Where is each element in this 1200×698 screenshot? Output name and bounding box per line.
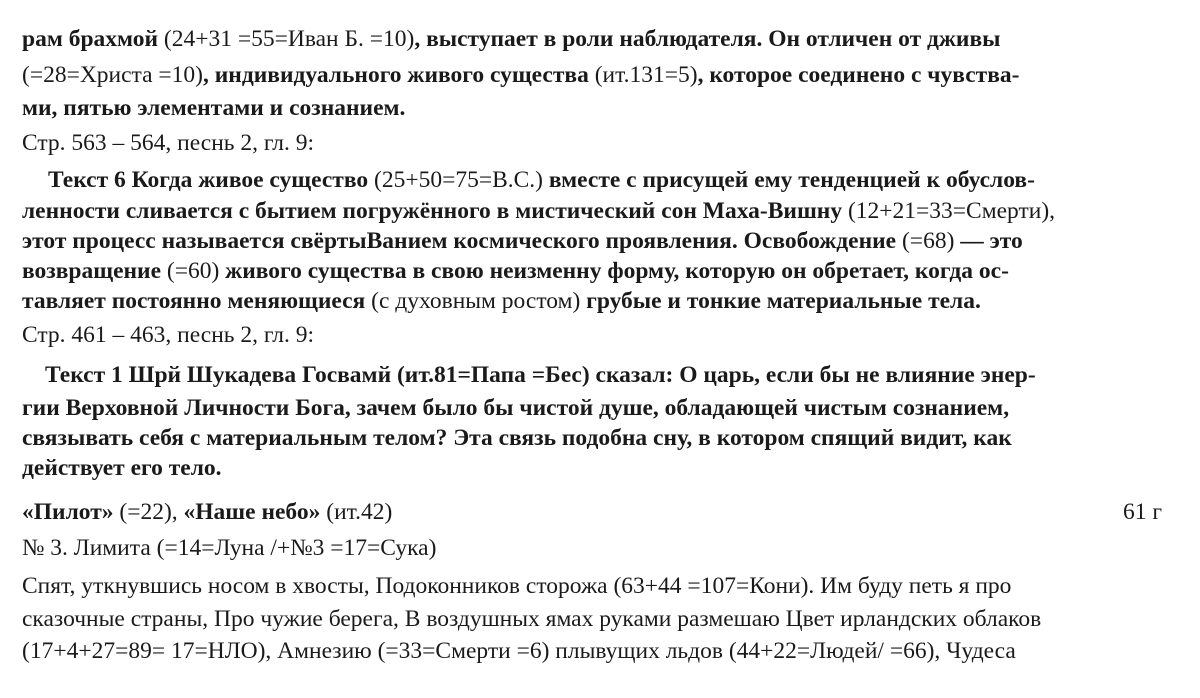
section-heading	[22, 497, 392, 527]
p2-line-3	[22, 226, 1023, 256]
p1-line-1	[22, 24, 1001, 54]
p2-line-4	[22, 256, 1009, 286]
bold-text: грубые и тонкие материальные тела.	[586, 288, 981, 314]
p3-line-2: гии Верховной Личности Бога, зачем было бы чистой душе, обладающей чистым сознанием,	[22, 395, 1010, 421]
bold-text: «Наше небо»	[183, 499, 321, 525]
regular-text: (ит.131=5)	[588, 62, 698, 88]
p1-line-2	[22, 60, 1019, 90]
page-number: 61 г	[1123, 499, 1163, 525]
p1-line-3: ми, пятью элементами и сознанием.	[22, 95, 406, 121]
item-line: № 3. Лимита (=14=Луна /+№3 =17=Сука)	[22, 535, 437, 561]
p4-line-1: Спят, уткнувшись носом в хвосты, Подоконников сторожа (63+44 =107=Кони). Им буду петь я про	[22, 573, 1012, 599]
bold-text: возвращение	[22, 258, 162, 284]
bold-text: Текст 6 Когда живое существо	[48, 167, 369, 193]
bold-text: , выступает в роли наблюдателя. Он отличен от дживы	[414, 26, 1001, 52]
regular-text: (12+21=33=Смерти),	[842, 198, 1056, 224]
bold-text: , которое соединено с чувства-	[697, 62, 1020, 88]
reference-1: Стр. 563 – 564, песнь 2, гл. 9:	[22, 130, 315, 156]
p4-line-3: (17+4+27=89= 17=НЛО), Амнезию (=33=Смерти =6) плывущих льдов (44+22=Людей/ =66), Чудеса	[22, 638, 1016, 664]
regular-text: (с духовным ростом)	[365, 288, 587, 314]
regular-text: (ит.42)	[320, 499, 393, 525]
p3-line-1: Текст 1 Шрй Шукадева Госвамй (ит.81=Папа =Бес) сказал: О царь, если бы не влияние энер-	[45, 362, 1036, 388]
bold-text: «Пилот»	[22, 499, 114, 525]
bold-text: этот процесс называется свёртыВанием космического проявления. Освобождение	[22, 228, 897, 254]
regular-text: (25+50=75=В.С.)	[368, 167, 549, 193]
p2-line-5	[22, 286, 981, 316]
p4-line-2: сказочные страны, Про чужие берега, В воздушных ямах руками размешаю Цвет ирландских облаков	[22, 606, 1042, 632]
regular-text: (=60)	[161, 258, 226, 284]
bold-text: рам брахмой	[22, 26, 159, 52]
regular-text: (=68)	[896, 228, 961, 254]
p3-line-4: действует его тело.	[22, 455, 222, 481]
reference-2: Стр. 461 – 463, песнь 2, гл. 9:	[22, 322, 315, 348]
regular-text: (=28=Христа =10)	[22, 62, 204, 88]
regular-text: (24+31 =55=Иван Б. =10)	[158, 26, 415, 52]
p2-line-1	[48, 165, 1035, 195]
bold-text: — это	[960, 228, 1023, 254]
p3-line-3: связывать себя с материальным телом? Эта связь подобна сну, в котором спящий видит, как	[22, 425, 1012, 451]
p2-line-2	[22, 196, 1055, 226]
bold-text: живого существа в свою неизменну форму, которую он обретает, когда ос-	[225, 258, 1009, 284]
bold-text: тавляет постоянно меняющиеся	[22, 288, 366, 314]
bold-text: вместе с присущей ему тенденцией к обуслов-	[548, 167, 1035, 193]
regular-text: (=22),	[113, 499, 184, 525]
bold-text: ленности сливается с бытием погружённого в мистический сон Маха-Вишну	[22, 198, 843, 224]
bold-text: , индивидуального живого существа	[203, 62, 589, 88]
